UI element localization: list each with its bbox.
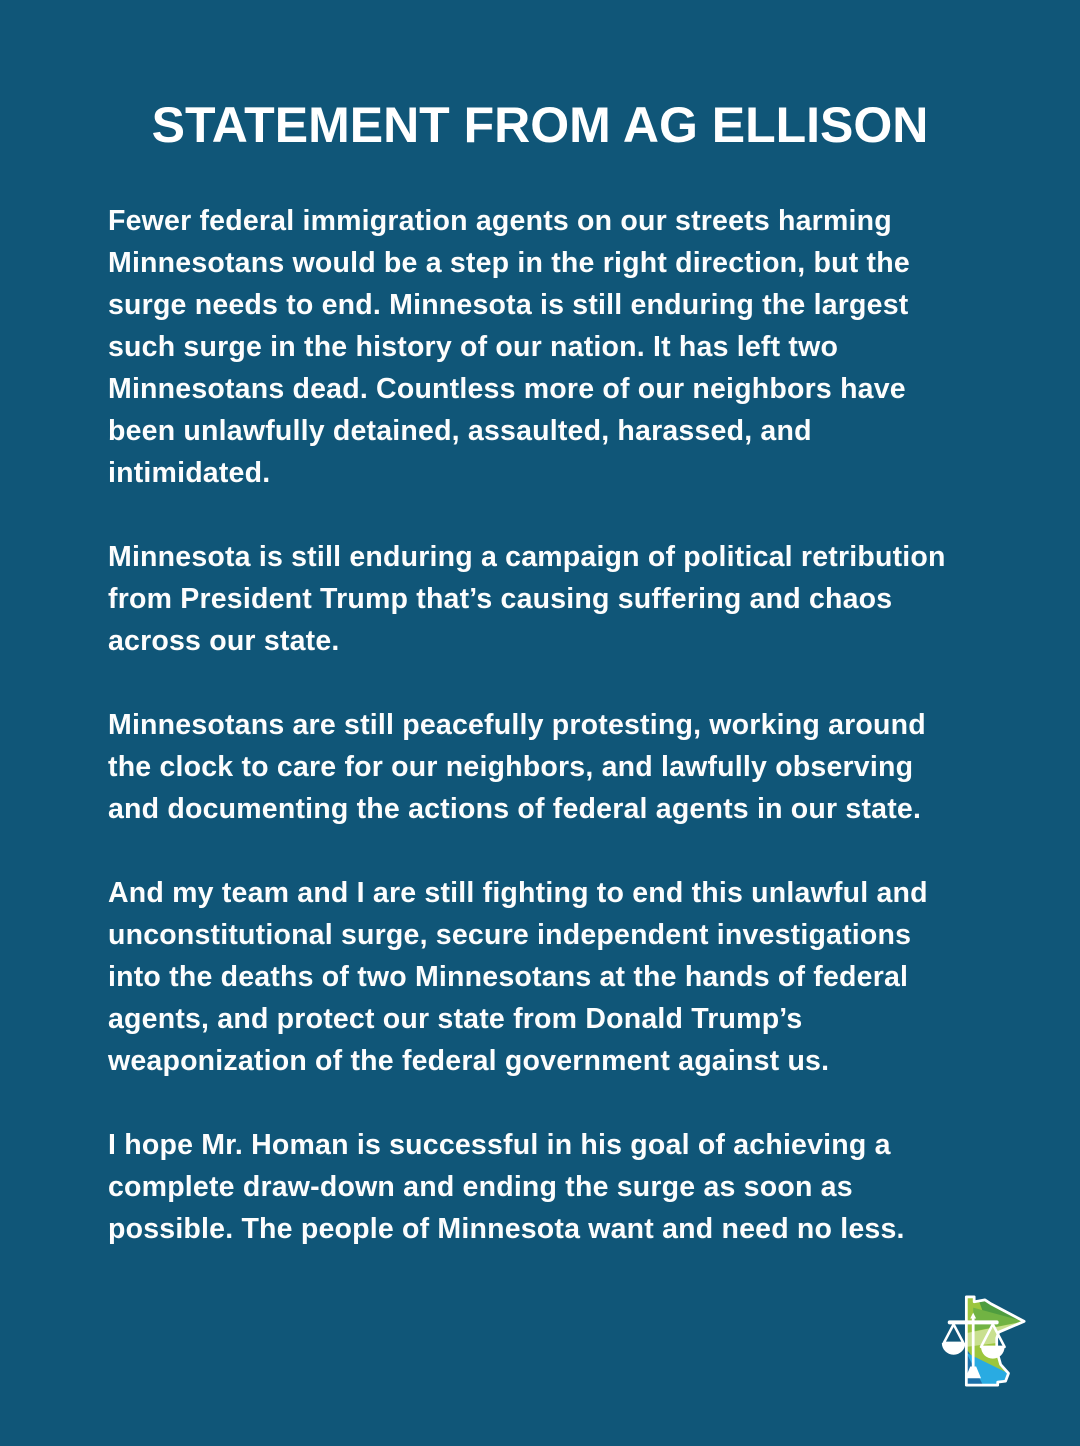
statement-paragraph: And my team and I are still fighting to end this unlawful and unconstitutional surge, secure independent investigations into the deaths of two Minnesotans at the hands of federal agents, and protect our state from Donald Trump’s weaponization of the federal government against us. [108,877,928,1077]
mn-attorney-general-logo [934,1292,1032,1390]
statement-paragraph: Fewer federal immigration agents on our streets harming Minnesotans would be a step in the right direction, but the surge needs to end. Minnesota is still enduring the largest such surge in the history of our nation. It has left two Minnesotans dead. Countless more of our neighbors have been unlawfully detained, assaulted, harassed, and intimidated. [108,205,910,489]
statement-body [0,200,1080,1250]
minnesota-scales-of-justice-icon [934,1292,1032,1390]
statement-paragraph: I hope Mr. Homan is successful in his goal of achieving a complete draw-down and ending the surge as soon as possible. The people of Minnesota want and need no less. [108,1129,905,1245]
page-title: STATEMENT FROM AG ELLISON [151,97,929,153]
statement-paragraph: Minnesota is still enduring a campaign of political retribution from President Trump that’s causing suffering and chaos across our state. [108,541,946,657]
statement-paragraph: Minnesotans are still peacefully protesting, working around the clock to care for our neighbors, and lawfully observing and documenting the actions of federal agents in our state. [108,709,926,825]
statement-graphic [0,96,1080,1446]
